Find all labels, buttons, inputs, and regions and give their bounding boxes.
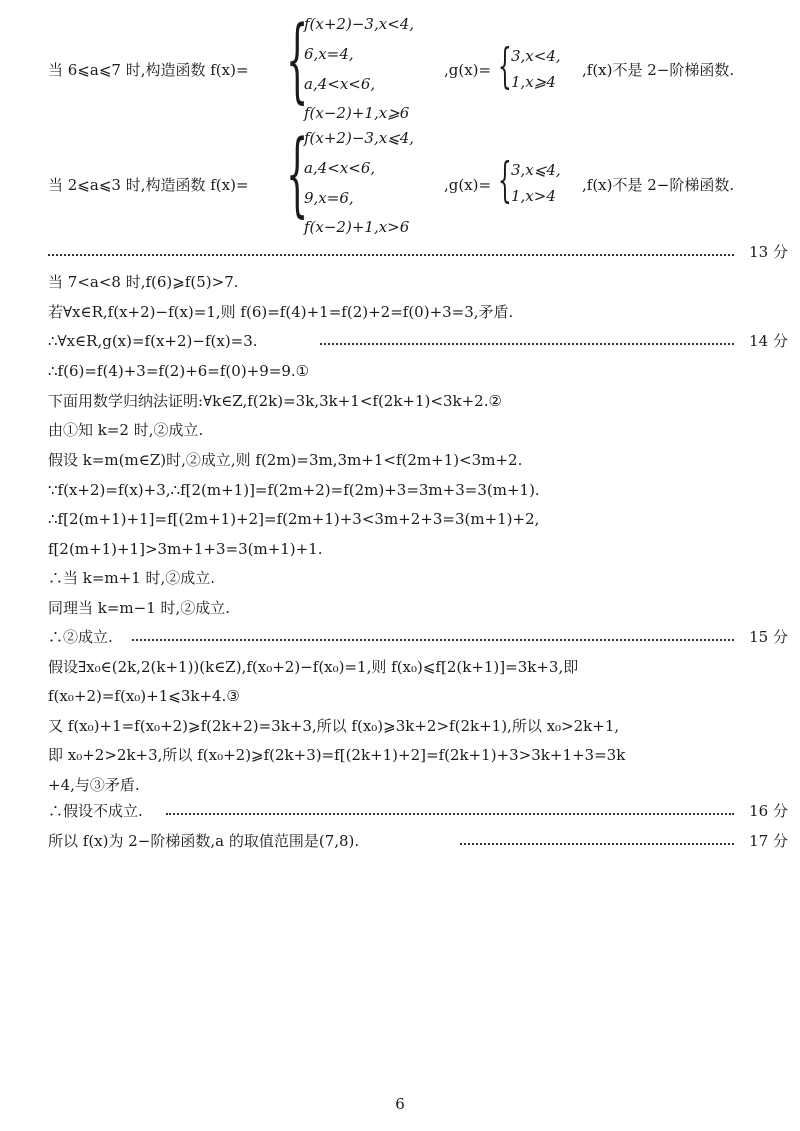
line-7: 假设 k=m(m∈Z)时,②成立,则 f(2m)=3m,3m+1<f(2m+1)<3m+2. [48, 451, 523, 469]
line-6: 由①知 k=2 时,②成立. [48, 421, 204, 439]
score-row-17 [48, 831, 788, 851]
score-15: 15 分 [749, 628, 788, 646]
block1-tail: ,f(x)不是 2−阶梯函数. [582, 61, 735, 79]
block1-case-4: f(x−2)+1,x⩾6 [304, 104, 410, 122]
block2-case-4: f(x−2)+1,x>6 [304, 218, 410, 236]
score-17: 17 分 [749, 832, 788, 850]
line-9: ∴f[2(m+1)+1]=f[(2m+1)+2]=f(2m+1)+3<3m+2+3=3(m+1)+2, [48, 510, 540, 528]
line-5: 下面用数学归纳法证明:∀k∈Z,f(2k)=3k,3k+1<f(2k+1)<3k+2.② [48, 392, 502, 410]
leader-dots [460, 843, 734, 845]
leader-dots [132, 639, 734, 641]
line-3: ∴∀x∈R,g(x)=f(x+2)−f(x)=3. [48, 332, 258, 350]
score-16: 16 分 [749, 802, 788, 820]
line-16: 又 f(x₀)+1=f(x₀+2)⩾f(2k+2)=3k+3,所以 f(x₀)⩾3k+2>f(2k+1),所以 x₀>2k+1, [48, 717, 620, 735]
line-10: f[2(m+1)+1]>3m+1+3=3(m+1)+1. [48, 540, 323, 558]
block2-lead: 当 2⩽a⩽3 时,构造函数 f(x)= [48, 176, 249, 194]
block1-mid: ,g(x)= [444, 61, 492, 79]
score-14: 14 分 [749, 332, 788, 350]
line-4: ∴f(6)=f(4)+3=f(2)+6=f(0)+9=9.① [48, 362, 310, 380]
block1-brace: { [286, 6, 309, 113]
block2-brace: { [286, 120, 309, 227]
line-2: 若∀x∈R,f(x+2)−f(x)=1,则 f(6)=f(4)+1=f(2)+2=f(0)+3=3,矛盾. [48, 303, 514, 321]
leader-dots [48, 254, 734, 256]
line-18: +4,与③矛盾. [48, 776, 140, 794]
line-19: ∴假设不成立. [48, 802, 143, 820]
block1-g-case-2: 1,x⩾4 [511, 73, 556, 91]
line-11: ∴当 k=m+1 时,②成立. [48, 569, 216, 587]
block2-g-case-1: 3,x⩽4, [511, 161, 561, 179]
page-number: 6 [395, 1095, 405, 1113]
score-row-16 [48, 801, 788, 821]
leader-dots [166, 813, 734, 815]
line-15: f(x₀+2)=f(x₀)+1⩽3k+4.③ [48, 687, 240, 705]
score-row-15 [48, 627, 788, 647]
block1-g-case-1: 3,x<4, [511, 47, 561, 65]
block2-g-case-2: 1,x>4 [511, 187, 556, 205]
line-13: ∴②成立. [48, 628, 113, 646]
block2-tail: ,f(x)不是 2−阶梯函数. [582, 176, 735, 194]
block2-case-1: f(x+2)−3,x⩽4, [304, 129, 415, 147]
block1-case-1: f(x+2)−3,x<4, [304, 15, 415, 33]
score-13: 13 分 [749, 243, 788, 261]
line-14: 假设∃x₀∈(2k,2(k+1))(k∈Z),f(x₀+2)−f(x₀)=1,则 f(x₀)⩽f[2(k+1)]=3k+3,即 [48, 658, 579, 676]
line-12: 同理当 k=m−1 时,②成立. [48, 599, 231, 617]
block2-case-3: 9,x=6, [304, 189, 354, 207]
line-17: 即 x₀+2>2k+3,所以 f(x₀+2)⩾f(2k+3)=f[(2k+1)+2]=f(2k+1)+3>3k+1+3=3k [48, 746, 626, 764]
block2-mid: ,g(x)= [444, 176, 492, 194]
line-1: 当 7<a<8 时,f(6)⩾f(5)>7. [48, 273, 239, 291]
block2-g-brace: { [498, 152, 512, 208]
score-row-13 [48, 242, 788, 262]
block1-case-3: a,4<x<6, [304, 75, 376, 93]
line-8: ∵f(x+2)=f(x)+3,∴f[2(m+1)]=f(2m+2)=f(2m)+3=3m+3=3(m+1). [48, 481, 540, 499]
block1-lead: 当 6⩽a⩽7 时,构造函数 f(x)= [48, 61, 249, 79]
block2-case-2: a,4<x<6, [304, 159, 376, 177]
score-row-14 [48, 331, 788, 351]
leader-dots [320, 343, 734, 345]
block1-g-brace: { [498, 38, 512, 94]
line-20: 所以 f(x)为 2−阶梯函数,a 的取值范围是(7,8). [48, 832, 360, 850]
block1-case-2: 6,x=4, [304, 45, 354, 63]
